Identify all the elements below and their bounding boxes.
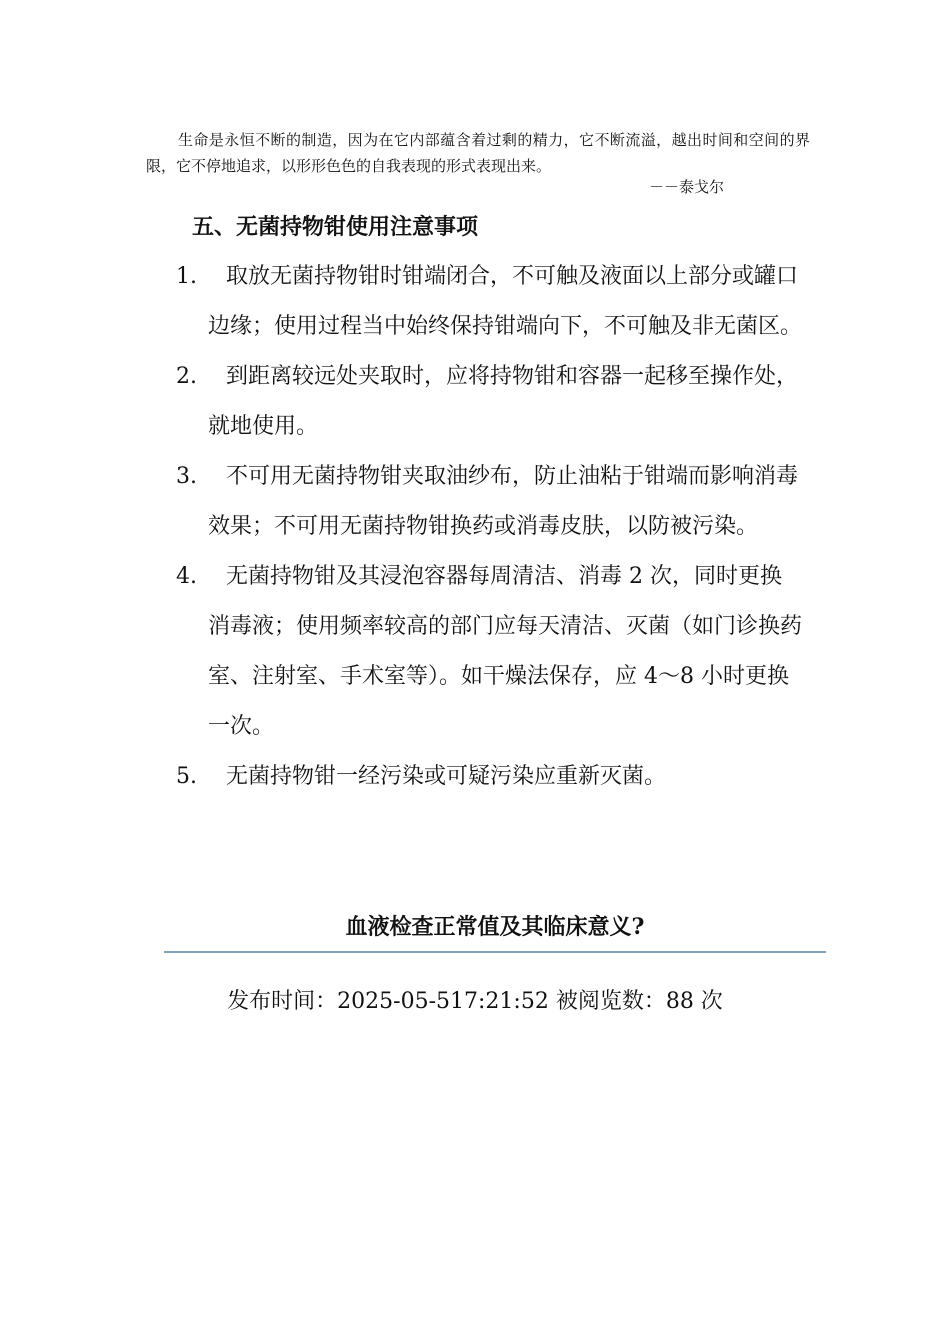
- item-number: 2.: [176, 364, 197, 389]
- list-item: [176, 752, 816, 802]
- item-text: 无菌持物钳一经污染或可疑污染应重新灭菌。: [226, 764, 667, 789]
- section-heading: 五、无菌持物钳使用注意事项: [192, 214, 479, 240]
- list-item: [176, 552, 816, 752]
- quote-author: －－泰戈尔: [648, 178, 724, 196]
- list-item: [176, 252, 816, 352]
- list-item: [176, 352, 816, 452]
- item-text: 无菌持物钳及其浸泡容器每周清洁、消毒 2 次，同时更换消毒液；使用频率较高的部门应每天清洁、灭菌（如门诊换药室、注射室、手术室等）。如干燥法保存，应 4～8 小时更换一次。: [208, 564, 803, 739]
- quote-text: 生命是永恒不断的制造，因为在它内部蕴含着过剩的精力，它不断流溢，越出时间和空间的界限，它不停地追求，以形形色色的自我表现的形式表现出来。: [146, 131, 810, 175]
- title-divider: [164, 951, 826, 953]
- article-title: 血液检查正常值及其临床意义?: [345, 914, 645, 940]
- item-number: 3.: [176, 464, 197, 489]
- list-item: [176, 452, 816, 552]
- item-number: 1.: [176, 264, 197, 289]
- item-number: 4.: [176, 564, 197, 589]
- item-text: 取放无菌持物钳时钳端闭合，不可触及液面以上部分或罐口边缘；使用过程当中始终保持钳端向下，不可触及非无菌区。: [208, 264, 803, 339]
- item-text: 不可用无菌持物钳夹取油纱布，防止油粘于钳端而影响消毒效果；不可用无菌持物钳换药或消毒皮肤，以防被污染。: [208, 464, 799, 539]
- item-number: 5.: [176, 764, 197, 789]
- item-text: 到距离较远处夹取时，应将持物钳和容器一起移至操作处，就地使用。: [208, 364, 799, 439]
- article-meta: 发布时间：2025-05-517:21:52 被阅览数：88 次: [227, 989, 723, 1014]
- precautions-list: [176, 252, 816, 802]
